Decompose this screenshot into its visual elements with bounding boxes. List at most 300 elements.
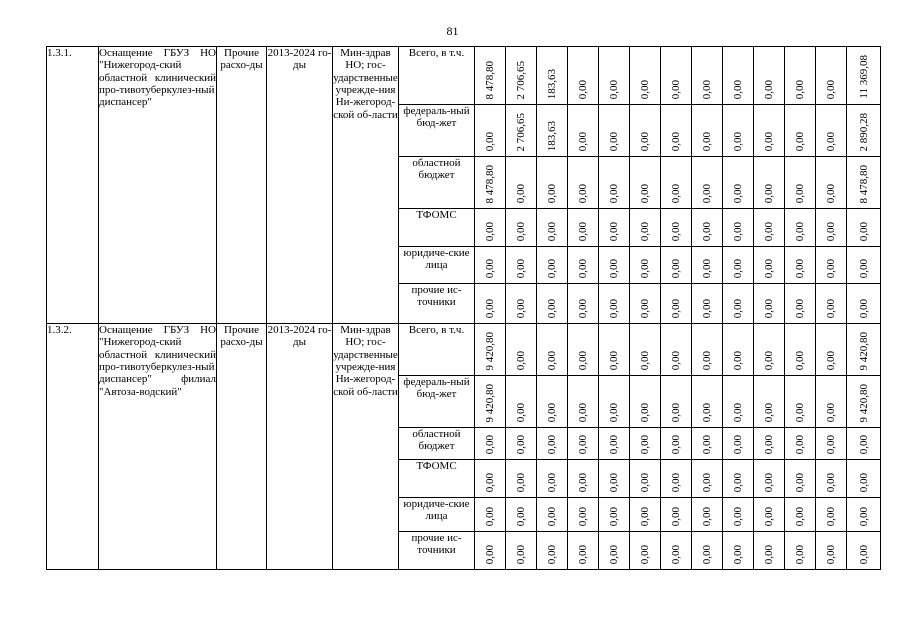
amount-value: 0,00: [669, 221, 682, 241]
amount-value: 0,00: [514, 298, 527, 318]
amount-cell: [723, 247, 754, 284]
funding-source-label: федераль-ный бюд-жет: [399, 376, 475, 428]
amount-value: 0,00: [700, 298, 713, 318]
amount-value: 0,00: [576, 221, 589, 241]
amount-cell: [506, 247, 537, 284]
amount-cell: [661, 105, 692, 157]
amount-cell: [692, 324, 723, 376]
amount-cell: [754, 209, 785, 247]
amount-cell: [816, 105, 847, 157]
amount-value: 0,00: [483, 298, 496, 318]
amount-cell: [754, 47, 785, 105]
amount-value: 0,00: [669, 350, 682, 370]
amount-value: 0,00: [731, 79, 744, 99]
amount-value: 0,00: [762, 183, 775, 203]
amount-cell: [506, 324, 537, 376]
amount-cell: [692, 105, 723, 157]
amount-cell: [785, 209, 816, 247]
amount-cell: [599, 376, 630, 428]
amount-value: 0,00: [793, 258, 806, 278]
amount-cell: [692, 209, 723, 247]
amount-value: 0,00: [731, 544, 744, 564]
amount-value: 0,00: [857, 298, 870, 318]
amount-cell: [785, 105, 816, 157]
amount-cell: [785, 157, 816, 209]
funding-source-label: прочие ис-точники: [399, 284, 475, 324]
amount-value: 0,00: [669, 472, 682, 492]
amount-value: 0,00: [793, 350, 806, 370]
amount-cell: [661, 47, 692, 105]
amount-cell: [506, 105, 537, 157]
amount-value: 0,00: [762, 544, 775, 564]
amount-cell: [785, 498, 816, 532]
amount-value: 0,00: [824, 434, 837, 454]
amount-value: 0,00: [607, 350, 620, 370]
amount-value: 0,00: [545, 434, 558, 454]
amount-value: 0,00: [731, 258, 744, 278]
amount-value: 0,00: [545, 258, 558, 278]
amount-cell: [568, 47, 599, 105]
amount-value: 0,00: [638, 221, 651, 241]
amount-cell: [475, 428, 506, 460]
amount-value: 0,00: [514, 434, 527, 454]
amount-cell: [568, 498, 599, 532]
funding-source-label: ТФОМС: [399, 209, 475, 247]
amount-value: 0,00: [700, 221, 713, 241]
amount-cell: [475, 209, 506, 247]
amount-cell: [568, 532, 599, 570]
amount-value: 8 478,80: [483, 60, 496, 99]
amount-value: 0,00: [793, 298, 806, 318]
amount-cell: [847, 324, 881, 376]
amount-cell: [661, 376, 692, 428]
amount-value: 0,00: [700, 506, 713, 526]
amount-value: 0,00: [824, 258, 837, 278]
amount-value: 0,00: [731, 402, 744, 422]
amount-cell: [537, 247, 568, 284]
amount-value: 0,00: [824, 183, 837, 203]
amount-value: 0,00: [700, 131, 713, 151]
amount-value: 0,00: [576, 434, 589, 454]
amount-value: 0,00: [638, 402, 651, 422]
amount-cell: [692, 428, 723, 460]
amount-value: 0,00: [576, 79, 589, 99]
amount-cell: [754, 105, 785, 157]
amount-value: 0,00: [762, 131, 775, 151]
amount-value: 0,00: [857, 258, 870, 278]
amount-cell: [847, 498, 881, 532]
amount-value: 0,00: [483, 221, 496, 241]
amount-cell: [537, 376, 568, 428]
funding-source-label: юридиче-ские лица: [399, 247, 475, 284]
amount-value: 0,00: [857, 472, 870, 492]
amount-cell: [847, 284, 881, 324]
amount-value: 0,00: [731, 131, 744, 151]
amount-value: 0,00: [638, 131, 651, 151]
amount-value: 0,00: [607, 544, 620, 564]
amount-cell: [847, 532, 881, 570]
amount-value: 0,00: [793, 183, 806, 203]
amount-cell: [506, 209, 537, 247]
amount-cell: [630, 47, 661, 105]
amount-value: 0,00: [762, 258, 775, 278]
amount-value: 0,00: [638, 434, 651, 454]
amount-cell: [568, 460, 599, 498]
amount-value: 0,00: [576, 131, 589, 151]
expense-type: Прочие расхо-ды: [217, 47, 267, 324]
amount-cell: [661, 428, 692, 460]
amount-cell: [816, 498, 847, 532]
amount-value: 0,00: [762, 434, 775, 454]
budget-table: [46, 46, 881, 570]
amount-value: 0,00: [731, 221, 744, 241]
amount-cell: [568, 376, 599, 428]
amount-value: 0,00: [824, 506, 837, 526]
amount-cell: [630, 247, 661, 284]
amount-cell: [537, 209, 568, 247]
amount-cell: [568, 324, 599, 376]
amount-value: 0,00: [607, 131, 620, 151]
amount-cell: [692, 47, 723, 105]
amount-cell: [692, 157, 723, 209]
amount-value: 0,00: [576, 544, 589, 564]
funding-source-label: Всего, в т.ч.: [399, 324, 475, 376]
amount-value: 0,00: [483, 434, 496, 454]
amount-cell: [816, 247, 847, 284]
amount-value: 0,00: [700, 402, 713, 422]
amount-value: 0,00: [857, 434, 870, 454]
amount-cell: [506, 532, 537, 570]
implementation-period: 2013-2024 го-ды: [267, 47, 333, 324]
amount-value: 0,00: [793, 221, 806, 241]
amount-value: 0,00: [483, 258, 496, 278]
amount-cell: [506, 460, 537, 498]
funding-source-label: областной бюджет: [399, 428, 475, 460]
amount-value: 0,00: [514, 350, 527, 370]
amount-cell: [754, 247, 785, 284]
amount-value: 0,00: [824, 131, 837, 151]
amount-value: 0,00: [731, 434, 744, 454]
amount-value: 0,00: [700, 183, 713, 203]
amount-cell: [537, 105, 568, 157]
amount-cell: [847, 428, 881, 460]
amount-cell: [599, 532, 630, 570]
amount-value: 0,00: [607, 402, 620, 422]
amount-cell: [506, 284, 537, 324]
amount-cell: [816, 47, 847, 105]
amount-cell: [785, 47, 816, 105]
amount-value: 0,00: [545, 506, 558, 526]
amount-value: 0,00: [607, 298, 620, 318]
amount-cell: [506, 47, 537, 105]
amount-cell: [754, 498, 785, 532]
amount-value: 0,00: [576, 350, 589, 370]
amount-value: 0,00: [607, 183, 620, 203]
amount-cell: [661, 247, 692, 284]
amount-value: 0,00: [607, 258, 620, 278]
amount-value: 0,00: [607, 472, 620, 492]
amount-value: 0,00: [669, 258, 682, 278]
amount-value: 0,00: [762, 472, 775, 492]
amount-cell: [692, 460, 723, 498]
amount-value: 0,00: [762, 298, 775, 318]
amount-cell: [723, 460, 754, 498]
amount-value: 0,00: [483, 472, 496, 492]
amount-value: 0,00: [857, 544, 870, 564]
amount-cell: [630, 284, 661, 324]
amount-value: 0,00: [669, 183, 682, 203]
amount-cell: [599, 47, 630, 105]
amount-cell: [692, 247, 723, 284]
amount-cell: [847, 460, 881, 498]
amount-cell: [692, 532, 723, 570]
item-code: 1.3.2.: [47, 324, 99, 570]
amount-value: 8 478,80: [483, 164, 496, 203]
amount-cell: [630, 105, 661, 157]
amount-cell: [537, 532, 568, 570]
amount-cell: [599, 209, 630, 247]
amount-cell: [754, 376, 785, 428]
amount-cell: [816, 157, 847, 209]
amount-cell: [630, 428, 661, 460]
amount-value: 0,00: [793, 506, 806, 526]
amount-cell: [661, 209, 692, 247]
amount-cell: [599, 284, 630, 324]
amount-value: 0,00: [669, 79, 682, 99]
amount-cell: [847, 247, 881, 284]
amount-value: 0,00: [638, 258, 651, 278]
amount-value: 2 890,28: [857, 112, 870, 151]
amount-cell: [599, 460, 630, 498]
amount-value: 0,00: [669, 402, 682, 422]
amount-cell: [847, 157, 881, 209]
amount-value: 0,00: [669, 506, 682, 526]
amount-value: 0,00: [762, 402, 775, 422]
amount-cell: [661, 498, 692, 532]
amount-cell: [475, 532, 506, 570]
amount-value: 0,00: [545, 402, 558, 422]
amount-cell: [847, 376, 881, 428]
amount-value: 0,00: [669, 131, 682, 151]
amount-value: 0,00: [607, 79, 620, 99]
amount-cell: [847, 47, 881, 105]
amount-cell: [630, 376, 661, 428]
amount-value: 0,00: [514, 258, 527, 278]
amount-cell: [692, 498, 723, 532]
amount-cell: [847, 209, 881, 247]
amount-cell: [537, 324, 568, 376]
amount-cell: [475, 105, 506, 157]
amount-cell: [785, 428, 816, 460]
amount-value: 0,00: [669, 544, 682, 564]
amount-value: 0,00: [638, 183, 651, 203]
amount-value: 0,00: [793, 472, 806, 492]
amount-value: 0,00: [514, 221, 527, 241]
amount-value: 0,00: [700, 258, 713, 278]
funding-source-label: прочие ис-точники: [399, 532, 475, 570]
funding-source-label: областной бюджет: [399, 157, 475, 209]
amount-cell: [568, 209, 599, 247]
page-number: 81: [446, 24, 459, 38]
amount-cell: [723, 209, 754, 247]
amount-value: 0,00: [824, 350, 837, 370]
amount-cell: [506, 157, 537, 209]
table-row: [47, 324, 881, 376]
item-name: Оснащение ГБУЗ НО "Нижегород-ский областной клинический про-тивотуберкулез-ный диспансер" филиал "Автоза-водский": [99, 324, 217, 570]
amount-cell: [599, 498, 630, 532]
amount-value: 0,00: [576, 402, 589, 422]
amount-cell: [537, 284, 568, 324]
funding-source-label: федераль-ный бюд-жет: [399, 105, 475, 157]
amount-cell: [475, 498, 506, 532]
amount-cell: [568, 157, 599, 209]
amount-cell: [630, 460, 661, 498]
amount-value: 0,00: [793, 544, 806, 564]
amount-value: 0,00: [514, 506, 527, 526]
amount-value: 0,00: [514, 544, 527, 564]
amount-value: 0,00: [762, 506, 775, 526]
amount-cell: [568, 105, 599, 157]
amount-cell: [568, 247, 599, 284]
amount-cell: [630, 157, 661, 209]
amount-value: 0,00: [700, 434, 713, 454]
amount-cell: [816, 376, 847, 428]
amount-cell: [754, 428, 785, 460]
amount-value: 0,00: [793, 434, 806, 454]
amount-cell: [475, 47, 506, 105]
amount-value: 0,00: [762, 350, 775, 370]
implementation-period: 2013-2024 го-ды: [267, 324, 333, 570]
amount-value: 0,00: [638, 472, 651, 492]
amount-cell: [475, 284, 506, 324]
amount-value: 0,00: [638, 506, 651, 526]
amount-value: 0,00: [793, 402, 806, 422]
amount-value: 0,00: [607, 434, 620, 454]
amount-cell: [537, 460, 568, 498]
amount-value: 0,00: [514, 402, 527, 422]
funding-source-label: ТФОМС: [399, 460, 475, 498]
amount-cell: [661, 324, 692, 376]
amount-cell: [661, 460, 692, 498]
amount-value: 0,00: [824, 221, 837, 241]
amount-value: 11 369,08: [857, 55, 870, 99]
amount-value: 0,00: [483, 131, 496, 151]
amount-value: 0,00: [576, 506, 589, 526]
amount-cell: [599, 428, 630, 460]
amount-value: 183,63: [545, 120, 558, 151]
amount-value: 0,00: [669, 298, 682, 318]
amount-cell: [506, 428, 537, 460]
funding-source-label: Всего, в т.ч.: [399, 47, 475, 105]
amount-value: 0,00: [576, 183, 589, 203]
expense-type: Прочие расхо-ды: [217, 324, 267, 570]
amount-cell: [630, 209, 661, 247]
amount-value: 0,00: [607, 221, 620, 241]
amount-value: 0,00: [576, 258, 589, 278]
amount-cell: [661, 284, 692, 324]
amount-value: 0,00: [638, 544, 651, 564]
amount-cell: [754, 532, 785, 570]
amount-cell: [754, 324, 785, 376]
amount-cell: [692, 376, 723, 428]
amount-value: 0,00: [700, 79, 713, 99]
amount-value: 0,00: [793, 131, 806, 151]
amount-value: 9 420,80: [857, 383, 870, 422]
item-name: Оснащение ГБУЗ НО "Нижегород-ский областной клинический про-тивотуберкулез-ный диспансер": [99, 47, 217, 324]
amount-value: 0,00: [669, 434, 682, 454]
amount-value: 0,00: [514, 472, 527, 492]
amount-value: 9 420,80: [483, 383, 496, 422]
amount-cell: [568, 284, 599, 324]
amount-value: 0,00: [731, 350, 744, 370]
amount-value: 0,00: [483, 506, 496, 526]
amount-value: 0,00: [700, 350, 713, 370]
amount-value: 0,00: [793, 79, 806, 99]
amount-cell: [816, 284, 847, 324]
amount-cell: [723, 376, 754, 428]
amount-cell: [475, 157, 506, 209]
amount-value: 0,00: [857, 221, 870, 241]
amount-value: 0,00: [545, 544, 558, 564]
amount-cell: [599, 324, 630, 376]
amount-cell: [537, 47, 568, 105]
amount-cell: [785, 324, 816, 376]
amount-value: 0,00: [545, 298, 558, 318]
amount-value: 0,00: [545, 221, 558, 241]
amount-value: 0,00: [731, 183, 744, 203]
amount-cell: [723, 498, 754, 532]
amount-value: 0,00: [731, 298, 744, 318]
amount-value: 0,00: [514, 183, 527, 203]
amount-value: 0,00: [762, 221, 775, 241]
amount-cell: [785, 376, 816, 428]
amount-cell: [785, 532, 816, 570]
table-body: [47, 47, 881, 570]
amount-cell: [475, 324, 506, 376]
amount-cell: [785, 284, 816, 324]
amount-cell: [723, 428, 754, 460]
amount-cell: [816, 209, 847, 247]
amount-value: 0,00: [700, 472, 713, 492]
amount-cell: [630, 324, 661, 376]
amount-cell: [599, 105, 630, 157]
amount-cell: [475, 460, 506, 498]
amount-cell: [630, 498, 661, 532]
amount-cell: [506, 376, 537, 428]
amount-cell: [475, 376, 506, 428]
amount-value: 0,00: [824, 402, 837, 422]
amount-cell: [785, 247, 816, 284]
amount-cell: [723, 105, 754, 157]
amount-value: 0,00: [857, 506, 870, 526]
amount-value: 0,00: [638, 298, 651, 318]
amount-cell: [754, 157, 785, 209]
amount-value: 2 706,65: [514, 60, 527, 99]
amount-value: 0,00: [545, 183, 558, 203]
amount-cell: [723, 284, 754, 324]
amount-value: 8 478,80: [857, 164, 870, 203]
amount-value: 0,00: [731, 472, 744, 492]
amount-cell: [816, 324, 847, 376]
amount-cell: [723, 324, 754, 376]
amount-cell: [661, 532, 692, 570]
amount-value: 2 706,65: [514, 112, 527, 151]
amount-value: 0,00: [824, 544, 837, 564]
amount-value: 0,00: [607, 506, 620, 526]
amount-value: 0,00: [638, 350, 651, 370]
amount-cell: [785, 460, 816, 498]
executor: Мин-здрав НО; гос-ударственные учрежде-ния Ни-жегород-ской об-ласти: [333, 324, 399, 570]
